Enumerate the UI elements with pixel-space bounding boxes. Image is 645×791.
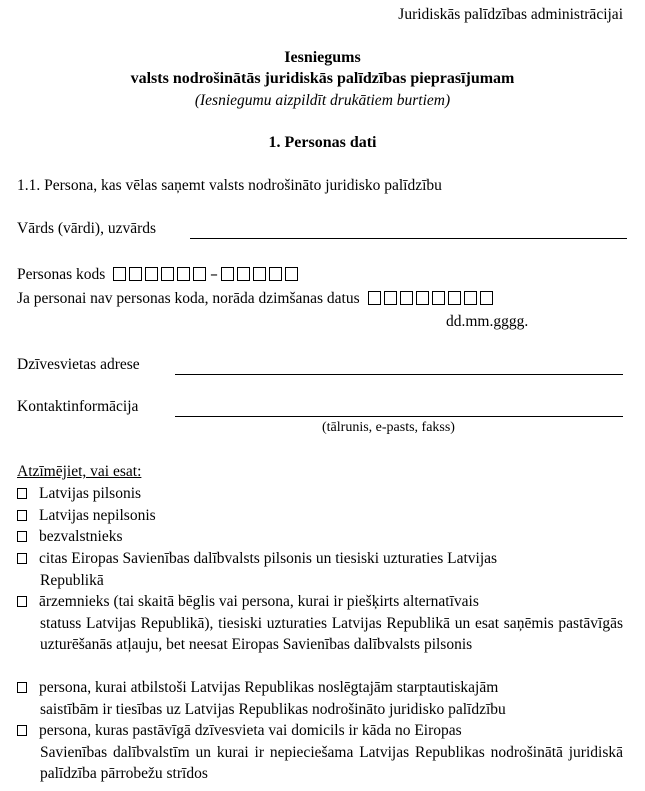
- status-option: [17, 591, 623, 656]
- status-option-text: bezvalstnieks: [39, 528, 123, 545]
- code-box[interactable]: [285, 267, 298, 281]
- code-box[interactable]: [177, 267, 190, 281]
- status-option-text: Latvijas pilsonis: [39, 485, 142, 502]
- checkbox[interactable]: [17, 531, 27, 542]
- form-subtitle: valsts nodrošinātās juridiskās palīdzības pieprasījumam: [130, 70, 515, 87]
- section-heading: 1. Personas dati: [268, 134, 377, 151]
- address-field[interactable]: [175, 374, 623, 375]
- address-label: Dzīvesvietas adrese: [17, 356, 140, 373]
- name-field[interactable]: [190, 238, 627, 239]
- birthdate-boxes[interactable]: [368, 289, 496, 307]
- status-option-text-cont: Republikā: [40, 571, 104, 589]
- code-box[interactable]: [237, 267, 250, 281]
- code-box[interactable]: [193, 267, 206, 281]
- date-box[interactable]: [400, 291, 413, 305]
- status-option: [17, 720, 623, 785]
- birthdate-label: Ja personai nav personas koda, norāda dzimšanas datus: [17, 290, 360, 307]
- status-option-text: ārzemnieks (tai skaitā bēglis vai persona, kurai ir piešķirts alternatīvais: [39, 593, 479, 610]
- status-prompt: Atzīmējiet, vai esat:: [17, 463, 142, 480]
- subsection-heading: 1.1. Persona, kas vēlas saņemt valsts nodrošināto juridisko palīdzību: [17, 177, 442, 194]
- checkbox[interactable]: [17, 488, 27, 499]
- status-option-text: persona, kurai atbilstoši Latvijas Republikas noslēgtajām starptautiskajām: [39, 679, 499, 696]
- status-option-text-cont: saistībām ir tiesības uz Latvijas Republikas nodrošināto juridisko palīdzību: [40, 700, 506, 718]
- date-box[interactable]: [480, 291, 493, 305]
- checkbox[interactable]: [17, 510, 27, 521]
- checkbox[interactable]: [17, 725, 27, 736]
- contact-label: Kontaktinformācija: [17, 398, 139, 415]
- date-box[interactable]: [416, 291, 429, 305]
- code-box[interactable]: [113, 267, 126, 281]
- personal-code-boxes[interactable]: [113, 265, 301, 283]
- personal-code-row: [17, 265, 301, 284]
- checkbox[interactable]: [17, 596, 27, 607]
- date-box[interactable]: [448, 291, 461, 305]
- status-option-text-cont: statuss Latvijas Republikā), tiesiski uzturaties Latvijas Republikā un esat saņēmis pastāvīgās uzturēšanās atļauju, bet neesat Eiropas Savienības dalībvalsts pilsonis: [40, 614, 623, 653]
- checkbox[interactable]: [17, 553, 27, 564]
- birthdate-format: dd.mm.gggg.: [446, 313, 529, 330]
- form-title: Iesniegums: [284, 49, 361, 66]
- birthdate-row: [17, 289, 496, 308]
- addressee: Juridiskās palīdzības administrācijai: [398, 6, 623, 23]
- status-option-text-cont: Savienības dalībvalstīm un kurai ir nepieciešama Latvijas Republikas nodrošinātā juridiskā palīdzība pārrobežu strīdos: [40, 743, 623, 782]
- status-option: [17, 526, 623, 548]
- form-note: (Iesniegumu aizpildīt drukātiem burtiem): [194, 92, 451, 109]
- code-separator: –: [210, 265, 218, 283]
- status-option: [17, 548, 623, 591]
- date-box[interactable]: [368, 291, 381, 305]
- code-box[interactable]: [161, 267, 174, 281]
- contact-hint: (tālrunis, e-pasts, fakss): [322, 420, 455, 435]
- code-box[interactable]: [269, 267, 282, 281]
- status-option-text: citas Eiropas Savienības dalībvalsts pilsonis un tiesiski uzturaties Latvijas: [39, 550, 498, 567]
- code-box[interactable]: [253, 267, 266, 281]
- status-option: [17, 677, 623, 720]
- date-box[interactable]: [464, 291, 477, 305]
- name-label: Vārds (vārdi), uzvārds: [17, 220, 157, 237]
- code-box[interactable]: [129, 267, 142, 281]
- code-box[interactable]: [145, 267, 158, 281]
- personal-code-label: Personas kods: [17, 266, 106, 283]
- contact-field[interactable]: [175, 416, 623, 417]
- date-box[interactable]: [384, 291, 397, 305]
- checkbox[interactable]: [17, 682, 27, 693]
- code-box[interactable]: [221, 267, 234, 281]
- status-option-text: persona, kuras pastāvīgā dzīvesvieta vai domicils ir kāda no Eiropas: [39, 722, 462, 739]
- status-option-text: Latvijas nepilsonis: [39, 507, 156, 524]
- date-box[interactable]: [432, 291, 445, 305]
- status-option: [17, 483, 623, 505]
- status-option: [17, 505, 623, 527]
